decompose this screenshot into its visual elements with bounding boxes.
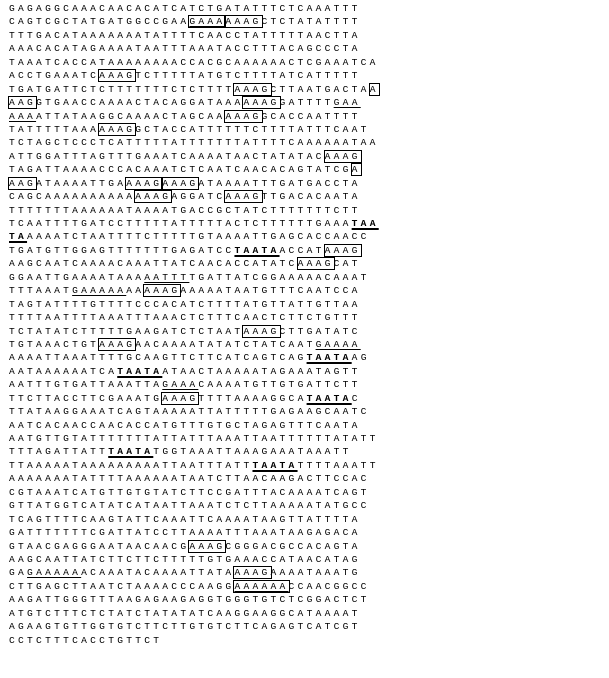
sequence-line: [9, 513, 379, 526]
boxed-motif: AAAG: [225, 16, 262, 28]
sequence-line: [9, 620, 379, 633]
boxed-motif: AAG: [9, 177, 37, 189]
boxed-motif: AAAG: [99, 123, 136, 135]
sequence-line: [9, 298, 379, 311]
sequence-segment: AAAATCTAATTTTCTTTTTGTAAAATTGAGCACCAACC: [27, 231, 370, 243]
sequence-segment: CTTGAGCTTAATCTAAAACCCAAGG: [9, 580, 235, 592]
sequence-segment: AAACACATAGAAAATAATTTAAATACCTTTACAGCCCTA: [9, 43, 361, 55]
sequence-line: [9, 177, 379, 190]
sequence-line: [9, 540, 379, 553]
boxed-motif: AAAG: [243, 325, 280, 337]
boxed-motif: AAAG: [243, 97, 280, 109]
boxed-motif: AAAG: [144, 285, 181, 297]
underlined-motif: AAA: [9, 110, 37, 122]
sequence-segment: ATTATAAGGCAAAACTAGCAA: [36, 110, 226, 122]
sequence-segment: CAAAATGTTGTGATTCTT: [198, 379, 361, 391]
sequence-segment: GATTTTTTTCGATTATCCTTAAAATTTAAATAAGAGACA: [9, 527, 361, 539]
boxed-motif: AAAG: [189, 540, 226, 552]
sequence-line: [9, 2, 379, 15]
sequence-segment: CAGCAAAAAAAAAA: [9, 191, 136, 203]
boxed-motif: AAAG: [297, 258, 334, 270]
sequence-line: [9, 580, 379, 593]
bold-underlined-motif: TAATA: [306, 392, 352, 404]
sequence-line: [9, 459, 379, 472]
dna-sequence-block: [9, 2, 379, 647]
bold-underlined-motif: TAA: [351, 218, 379, 229]
sequence-line: [9, 499, 379, 512]
sequence-line: [9, 136, 379, 149]
sequence-segment: AAAATAAATG: [270, 567, 361, 579]
sequence-segment: TTTGACATAAAAAAATATTTTCAACCTATTTTTAACTTA: [9, 29, 361, 41]
sequence-line: [9, 29, 379, 42]
sequence-segment: AGGATC: [171, 191, 226, 203]
sequence-segment: TGATGATTCTCTTTTTTTCTCTTTT: [9, 83, 235, 95]
sequence-segment: AA: [126, 285, 145, 297]
underlined-motif: GAA: [333, 97, 361, 109]
sequence-segment: TTAAAAATAAAAAAAAATTAATTTATT: [9, 459, 253, 471]
bold-underlined-motif: TAATA: [306, 352, 352, 364]
sequence-segment: ATGTCTTTCTCTATCTATATATCAAGGAAGGCATAAAAT: [9, 607, 361, 619]
sequence-segment: TTTTTTTAAAAAATAAAATGACCGCTATCTTTTTTTCTT: [9, 204, 361, 216]
sequence-segment: ATAAAATTGA: [36, 177, 127, 189]
sequence-segment: TCTATATCTTTTTGAAGATCTCTAAT: [9, 325, 244, 337]
sequence-line: [9, 432, 379, 445]
bold-underlined-motif: TA: [9, 231, 28, 243]
sequence-line: [9, 392, 379, 405]
sequence-segment: GGAATTGAAAATAAA: [9, 271, 145, 283]
underlined-motif: GAAAAA: [72, 285, 127, 297]
underlined-motif: GAAAA: [315, 338, 361, 350]
sequence-line: [9, 472, 379, 485]
sequence-segment: TTCTTACCTTCGAAATG: [9, 392, 163, 404]
sequence-line: [9, 311, 379, 324]
sequence-segment: TTATAAGGAAATCAGTAAAAATTATTTTTGAGAAGCAATC: [9, 406, 370, 418]
sequence-line: [9, 445, 379, 458]
sequence-segment: CAT: [333, 258, 361, 270]
sequence-segment: AAAAAAATATTTTAAAAAATAATCTTAACAAGACTTCCAC: [9, 473, 370, 485]
sequence-segment: AAGATTGGGTTTAAGAGAAGAGGTGGGTGTCTCGGACTCT: [9, 594, 370, 606]
sequence-line: [9, 634, 379, 647]
sequence-segment: GAGAGGCAAACAACACATCATCTGATATTTCTCAAATTT: [9, 3, 361, 14]
sequence-line: [9, 553, 379, 566]
sequence-segment: CTTGATATC: [279, 325, 361, 337]
sequence-line: [9, 593, 379, 606]
sequence-segment: GTAACGAGGGAATAACAACG: [9, 540, 190, 552]
sequence-segment: ATTGGATTTAGTTTGAAATCAAAATAACTATATAC: [9, 150, 325, 162]
sequence-line: [9, 204, 379, 217]
sequence-line: [9, 69, 379, 82]
sequence-segment: TATTTTTAAA: [9, 123, 100, 135]
sequence-segment: TGATGTTGGAGTTTTTTTGAGATCC: [9, 244, 235, 256]
sequence-segment: ACAAATACAAAATTATA: [81, 567, 235, 579]
sequence-line: [9, 96, 379, 109]
boxed-motif: AAAG: [162, 392, 199, 404]
sequence-segment: TTTTAAATT: [297, 459, 379, 471]
sequence-segment: AGAAGTGTTGGTGTCTTCTTGTGTCTTCAGAGTCATCGT: [9, 621, 361, 633]
sequence-line: [9, 365, 379, 378]
boxed-motif: GAAA: [189, 16, 226, 28]
sequence-segment: AAGCAATTATCTTCTTCTTTTTGTGAAACCATAACATAG: [9, 553, 361, 565]
boxed-motif: AAAG: [225, 191, 262, 203]
boxed-motif: AAAG: [234, 567, 271, 579]
sequence-line: [9, 190, 379, 203]
sequence-segment: AG: [351, 352, 370, 364]
boxed-motif: AAAG: [135, 191, 172, 203]
sequence-segment: GATTTT: [279, 97, 334, 109]
sequence-line: [9, 244, 379, 257]
sequence-segment: TAAATCACCATAAAAAAAACCACGCAAAAAACTCGAAATCA: [9, 56, 379, 68]
bold-underlined-motif: TAATA: [234, 244, 280, 256]
sequence-line: [9, 110, 379, 123]
sequence-line: [9, 284, 379, 297]
sequence-segment: TTTTAATTTTAAATTTAAACTCTTTCAACTCTTCTGTTT: [9, 312, 361, 324]
sequence-segment: TGGTAAATTAAAGAAATAAATT: [153, 446, 352, 458]
sequence-segment: CGTAAATCATGTTGTGTATCTTCCGATTTACAAAATCAGT: [9, 486, 370, 498]
sequence-line: [9, 83, 379, 96]
sequence-segment: AACAAAATATATCTATCAAT: [135, 338, 316, 350]
sequence-segment: TCAATTTTGATCCTTTTTATTTTTACTCTTTTTTGAAA: [9, 218, 352, 229]
sequence-segment: CCAACGGCC: [288, 580, 370, 592]
sequence-segment: AAGCAATCAAAACAAATTATCAACACCATATC: [9, 258, 298, 270]
sequence-segment: GCACCAATTTT: [261, 110, 361, 122]
sequence-segment: AAAATTAAATTTTGCAAGTTCTTCATCAGTCAG: [9, 352, 307, 364]
sequence-segment: TAGTATTTTGTTTTCCCACATCTTTTATGTTATTGTTAA: [9, 298, 361, 310]
bold-underlined-motif: TAATA: [108, 446, 154, 458]
boxed-motif: AAAG: [99, 70, 136, 82]
sequence-line: [9, 325, 379, 338]
sequence-segment: AATTTGTGATTAAATTA: [9, 379, 163, 391]
sequence-segment: TGATTATCGGAAAAACAAAT: [189, 271, 370, 283]
sequence-line: [9, 56, 379, 69]
sequence-line: [9, 271, 379, 284]
boxed-motif: AAAG: [324, 244, 361, 256]
boxed-motif: AAAAAA: [234, 580, 289, 592]
sequence-line: [9, 526, 379, 539]
sequence-segment: CAGTCGCTATGATGGCCGAA: [9, 16, 190, 28]
sequence-line: [9, 419, 379, 432]
sequence-segment: ATAACTAAAAATAGAAATAGTT: [162, 365, 361, 377]
sequence-segment: TGTAAACTGT: [9, 338, 100, 350]
sequence-segment: TCTTTTTATGTCTTTTATCATTTTT: [135, 70, 361, 82]
sequence-segment: AAAAATAATGTTTCAATCCA: [180, 285, 361, 297]
sequence-line: [9, 163, 379, 176]
sequence-segment: AATCACAACCAACACCATGTTTGTGCTAGAGTTTCAATA: [9, 419, 361, 431]
sequence-line: [9, 566, 379, 579]
sequence-line: [9, 230, 379, 243]
sequence-segment: C: [351, 392, 361, 404]
sequence-line: [9, 257, 379, 270]
sequence-segment: GTGAACCAAAACTACAGGATAAA: [36, 97, 244, 109]
underlined-motif: AATTT: [144, 271, 190, 283]
sequence-segment: ATAAAATTTGATGACCTA: [198, 177, 361, 189]
boxed-motif: AAG: [9, 97, 37, 109]
sequence-segment: ACCAT: [279, 244, 325, 256]
underlined-motif: GAAA: [162, 379, 199, 391]
sequence-segment: GA: [9, 567, 28, 579]
sequence-line: [9, 486, 379, 499]
sequence-segment: TTGACACAATA: [261, 191, 361, 203]
sequence-line: [9, 42, 379, 55]
sequence-line: [9, 217, 379, 230]
sequence-segment: TCTAGCTCCCTCATTTTTATTTTTTTATTTTCAAAAAATAA: [9, 137, 379, 149]
sequence-segment: TTTTAAAAGGCA: [198, 392, 307, 404]
boxed-motif: AAAG: [234, 83, 271, 95]
underlined-motif: GAAAAA: [27, 567, 82, 579]
sequence-line: [9, 607, 379, 620]
sequence-segment: TTTAAAT: [9, 285, 73, 297]
sequence-line: [9, 123, 379, 136]
boxed-motif: AAAG: [225, 110, 262, 122]
boxed-motif: AAAG: [126, 177, 163, 189]
boxed-motif: AAAG: [99, 338, 136, 350]
sequence-line: [9, 15, 379, 28]
bold-underlined-motif: TAATA: [252, 459, 298, 471]
boxed-motif: A: [351, 164, 361, 176]
sequence-line: [9, 338, 379, 351]
sequence-segment: GCTACCATTTTTTCTTTTATTTCAAT: [135, 123, 370, 135]
boxed-motif: AAAG: [324, 150, 361, 162]
boxed-motif: AAAG: [162, 177, 199, 189]
sequence-segment: CGGGACGCCACAGTA: [225, 540, 361, 552]
sequence-segment: ACCTGAAATC: [9, 70, 100, 82]
sequence-segment: AATGTTGTATTTTTTTATTATTTAAATTAATTTTTTATATT: [9, 433, 379, 444]
sequence-line: [9, 150, 379, 163]
sequence-segment: GTTATGGTCATATCATAATTAAATCTCTTAAAAATATGCC: [9, 500, 370, 512]
sequence-segment: AATAAAAAATCA: [9, 365, 118, 377]
sequence-line: [9, 405, 379, 418]
sequence-line: [9, 351, 379, 364]
sequence-segment: CCTCTTTCACCTGTTCT: [9, 634, 163, 646]
sequence-segment: CTCTATATTTT: [261, 16, 361, 28]
sequence-line: [9, 378, 379, 391]
bold-underlined-motif: TAATA: [117, 365, 163, 377]
sequence-segment: TCAGTTTTCAAGTATTCAAATTCAAAATAAGTTATTTTA: [9, 513, 361, 525]
sequence-segment: CTTAATGACTA: [270, 83, 370, 95]
sequence-segment: TTTAGATTATT: [9, 446, 109, 458]
sequence-segment: TAGATTAAAACCCACAAATCTCAATCAACACAGTATCG: [9, 164, 352, 176]
boxed-motif: A: [369, 83, 379, 95]
